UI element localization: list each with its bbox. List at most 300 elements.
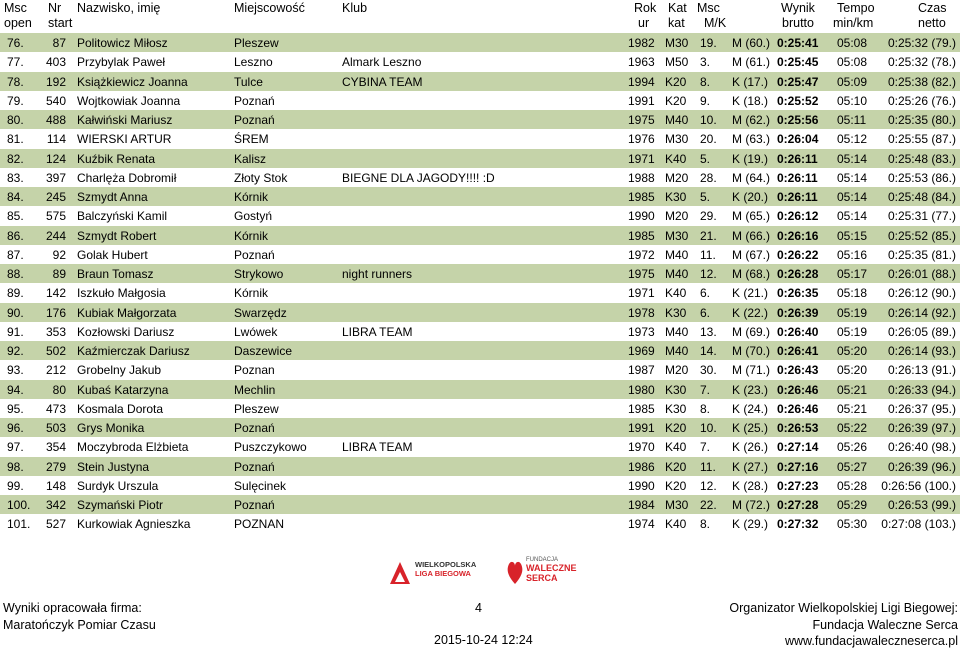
cell-nr: 244 <box>45 228 66 243</box>
cell-pace: 05:22 <box>837 421 868 435</box>
waleczne-serca-logo <box>506 554 577 590</box>
cell-nr: 124 <box>45 151 66 166</box>
cell-town: Daszewice <box>234 344 293 358</box>
cell-nr: 245 <box>45 190 66 204</box>
footer-right-line1: Organizator Wielkopolskiej Ligi Biegowej: <box>729 601 958 615</box>
table-row <box>0 476 960 495</box>
cell-catpos: 20. <box>700 132 717 147</box>
cell-brutto: 0:25:45 <box>777 55 819 70</box>
page-number: 4 <box>475 601 482 615</box>
cell-year: 1971 <box>628 151 655 166</box>
cell-pace: 05:11 <box>837 113 867 127</box>
cell-town: Poznań <box>234 459 275 474</box>
cell-net: 0:26:39 (96.) <box>887 459 956 474</box>
cell-name: Szmydt Robert <box>77 228 157 243</box>
cell-net: 0:25:52 (85.) <box>887 228 956 243</box>
cell-year: 1985 <box>628 228 655 243</box>
cell-town: Kórnik <box>234 228 269 243</box>
cell-club: LIBRA TEAM <box>342 440 413 455</box>
cell-town: Poznan <box>234 363 275 378</box>
cell-mk: M (70.) <box>732 344 771 358</box>
table-row <box>0 341 960 360</box>
cell-catpos: 14. <box>700 344 717 358</box>
cell-cat: M30 <box>665 228 689 243</box>
cell-year: 1974 <box>628 517 655 532</box>
cell-town: ŚREM <box>234 132 269 147</box>
cell-cat: M30 <box>665 36 689 50</box>
cell-pace: 05:12 <box>837 132 868 147</box>
cell-club: night runners <box>342 267 413 281</box>
table-row <box>0 149 960 168</box>
cell-year: 1976 <box>628 132 655 147</box>
cell-catpos: 7. <box>700 440 711 455</box>
cell-pos: 78. <box>7 74 24 89</box>
cell-year: 1985 <box>628 190 655 204</box>
table-row <box>0 495 960 514</box>
cell-catpos: 30. <box>700 363 717 378</box>
col-club: Klub <box>342 1 368 15</box>
results-table <box>0 33 960 534</box>
cell-catpos: 5. <box>700 151 711 166</box>
cell-name: Moczybroda Elżbieta <box>77 440 189 455</box>
col-pace: Tempo min/km <box>833 1 875 30</box>
cell-net: 0:25:48 (84.) <box>887 190 956 204</box>
cell-town: Gostyń <box>234 209 273 224</box>
cell-town: Kalisz <box>234 151 267 166</box>
cell-nr: 87 <box>52 36 66 50</box>
cell-year: 1978 <box>628 305 655 320</box>
cell-pos: 97. <box>7 440 24 455</box>
footer-left-line2: Maratończyk Pomiar Czasu <box>3 618 156 632</box>
cell-town: Leszno <box>234 55 273 70</box>
cell-pace: 05:14 <box>837 151 868 166</box>
cell-name: Wojtkowiak Joanna <box>77 93 181 108</box>
cell-town: Kórnik <box>234 190 269 204</box>
cell-year: 1986 <box>628 459 655 474</box>
cell-club: LIBRA TEAM <box>342 324 413 339</box>
cell-name: Kubiak Małgorzata <box>77 305 177 320</box>
cell-catpos: 7. <box>700 382 711 397</box>
cell-name: Stein Justyna <box>77 459 150 474</box>
cell-cat: K20 <box>665 478 687 493</box>
cell-mk: M (63.) <box>732 132 771 147</box>
col-town: Miejscowość <box>234 1 305 15</box>
cell-pace: 05:28 <box>837 478 868 493</box>
cell-name: Surdyk Urszula <box>77 478 159 493</box>
cell-cat: M20 <box>665 363 689 378</box>
cell-name: Grys Monika <box>77 421 145 435</box>
cell-nr: 354 <box>45 440 66 455</box>
cell-year: 1973 <box>628 324 655 339</box>
cell-name: Szmydt Anna <box>77 190 148 204</box>
cell-pos: 77. <box>7 55 24 70</box>
cell-mk: K (20.) <box>732 190 769 204</box>
cell-mk: K (22.) <box>732 305 769 320</box>
col-cat: Kat kat <box>668 1 687 30</box>
cell-net: 0:25:35 (80.) <box>887 113 956 127</box>
cell-brutto: 0:27:14 <box>777 440 819 455</box>
table-row <box>0 52 960 71</box>
cell-year: 1991 <box>628 93 655 108</box>
cell-brutto: 0:26:41 <box>777 344 819 358</box>
cell-net: 0:26:40 (98.) <box>887 440 956 455</box>
cell-name: Golak Hubert <box>77 247 148 262</box>
cell-town: Pleszew <box>234 401 279 416</box>
cell-nr: 212 <box>45 363 66 378</box>
runner-icon <box>387 558 413 588</box>
cell-brutto: 0:25:56 <box>777 113 819 127</box>
table-row <box>0 187 960 206</box>
cell-nr: 540 <box>45 93 66 108</box>
table-row <box>0 457 960 476</box>
cell-pace: 05:14 <box>837 170 868 185</box>
cell-cat: K30 <box>665 305 687 320</box>
cell-catpos: 13. <box>700 324 717 339</box>
cell-club: CYBINA TEAM <box>342 74 423 89</box>
cell-cat: M30 <box>665 132 689 147</box>
cell-catpos: 10. <box>700 421 717 435</box>
cell-mk: M (68.) <box>732 267 771 281</box>
table-row <box>0 264 960 283</box>
cell-pos: 101. <box>7 517 31 532</box>
col-nr-start: Nr start <box>48 1 73 30</box>
cell-nr: 403 <box>45 55 66 70</box>
cell-pos: 98. <box>7 459 24 474</box>
cell-town: Tulce <box>234 74 263 89</box>
cell-brutto: 0:26:11 <box>777 170 818 185</box>
cell-year: 1975 <box>628 267 655 281</box>
cell-net: 0:26:14 (93.) <box>887 344 956 358</box>
cell-mk: K (23.) <box>732 382 769 397</box>
cell-brutto: 0:25:47 <box>777 74 819 89</box>
cell-year: 1990 <box>628 209 655 224</box>
cell-catpos: 9. <box>700 93 711 108</box>
cell-pos: 92. <box>7 344 24 358</box>
cell-catpos: 12. <box>700 267 717 281</box>
cell-town: Lwówek <box>234 324 278 339</box>
cell-pos: 95. <box>7 401 24 416</box>
cell-cat: M20 <box>665 170 689 185</box>
cell-pos: 83. <box>7 170 24 185</box>
table-row <box>0 129 960 148</box>
table-row <box>0 283 960 302</box>
cell-year: 1975 <box>628 113 655 127</box>
cell-cat: K40 <box>665 286 687 301</box>
cell-cat: M40 <box>665 324 689 339</box>
cell-name: Przybylak Paweł <box>77 55 166 70</box>
cell-cat: K20 <box>665 459 687 474</box>
cell-pace: 05:29 <box>837 498 868 512</box>
table-row <box>0 33 960 52</box>
cell-brutto: 0:27:16 <box>777 459 819 474</box>
cell-cat: K40 <box>665 517 687 532</box>
cell-year: 1994 <box>628 74 655 89</box>
cell-brutto: 0:26:46 <box>777 401 819 416</box>
cell-town: POZNAN <box>234 517 285 532</box>
cell-town: Sulęcinek <box>234 478 287 493</box>
cell-nr: 176 <box>45 305 66 320</box>
cell-pos: 81. <box>7 132 24 147</box>
cell-pace: 05:10 <box>837 93 868 108</box>
cell-year: 1980 <box>628 382 655 397</box>
cell-nr: 148 <box>45 478 66 493</box>
cell-cat: K20 <box>665 421 687 435</box>
cell-net: 0:26:37 (95.) <box>887 401 956 416</box>
cell-brutto: 0:26:43 <box>777 363 819 378</box>
cell-brutto: 0:26:28 <box>777 267 819 281</box>
cell-pos: 85. <box>7 209 24 224</box>
cell-pace: 05:09 <box>837 74 868 89</box>
cell-pace: 05:18 <box>837 286 868 301</box>
cell-brutto: 0:26:40 <box>777 324 819 339</box>
cell-name: Charlęża Dobromił <box>77 170 177 185</box>
table-row <box>0 303 960 322</box>
cell-pos: 86. <box>7 228 24 243</box>
footer-right-line2: Fundacja Waleczne Serca <box>812 618 958 632</box>
cell-catpos: 11. <box>700 459 716 474</box>
cell-pace: 05:20 <box>837 344 868 358</box>
cell-catpos: 29. <box>700 209 717 224</box>
liga-text: WIELKOPOLSKA LIGA BIEGOWA <box>415 560 477 578</box>
cell-pace: 05:27 <box>837 459 868 474</box>
cell-year: 1984 <box>628 498 655 512</box>
cell-brutto: 0:26:16 <box>777 228 819 243</box>
cell-net: 0:26:53 (99.) <box>887 498 956 512</box>
cell-year: 1985 <box>628 401 655 416</box>
cell-pos: 100. <box>7 498 31 512</box>
cell-nr: 142 <box>45 286 66 301</box>
cell-pace: 05:26 <box>837 440 868 455</box>
cell-nr: 89 <box>52 267 66 281</box>
heart-icon <box>506 556 524 586</box>
cell-pos: 82. <box>7 151 24 166</box>
cell-town: Kórnik <box>234 286 269 301</box>
cell-catpos: 12. <box>700 478 717 493</box>
cell-brutto: 0:26:46 <box>777 382 819 397</box>
cell-pos: 80. <box>7 113 24 127</box>
footer-left-line1: Wyniki opracowała firma: <box>3 601 142 615</box>
table-row <box>0 110 960 129</box>
fundacja-text: FUNDACJA WALECZNE SERCA <box>526 557 577 583</box>
table-row <box>0 72 960 91</box>
cell-nr: 502 <box>45 344 66 358</box>
cell-catpos: 6. <box>700 305 711 320</box>
cell-year: 1972 <box>628 247 655 262</box>
cell-name: Braun Tomasz <box>77 267 154 281</box>
table-row <box>0 226 960 245</box>
cell-year: 1987 <box>628 363 655 378</box>
cell-nr: 279 <box>45 459 66 474</box>
cell-catpos: 8. <box>700 74 711 89</box>
cell-pace: 05:19 <box>837 324 868 339</box>
cell-catpos: 6. <box>700 286 711 301</box>
cell-town: Poznań <box>234 93 275 108</box>
cell-nr: 575 <box>45 209 66 224</box>
liga-biegowa-logo <box>387 556 492 590</box>
cell-name: WIERSKI ARTUR <box>77 132 172 147</box>
cell-town: Poznań <box>234 247 275 262</box>
cell-cat: M30 <box>665 498 689 512</box>
cell-mk: K (19.) <box>732 151 769 166</box>
cell-net: 0:25:48 (83.) <box>887 151 956 166</box>
table-header <box>0 0 960 32</box>
cell-net: 0:26:05 (89.) <box>887 324 956 339</box>
cell-mk: M (64.) <box>732 170 771 185</box>
cell-brutto: 0:27:32 <box>777 517 819 532</box>
cell-mk: K (17.) <box>732 74 769 89</box>
table-row <box>0 437 960 456</box>
cell-mk: M (71.) <box>732 363 771 378</box>
table-row <box>0 514 960 533</box>
cell-pos: 90. <box>7 305 24 320</box>
cell-cat: K20 <box>665 74 687 89</box>
cell-town: Mechlin <box>234 382 276 397</box>
cell-nr: 114 <box>46 132 66 147</box>
col-name: Nazwisko, imię <box>77 1 161 15</box>
cell-net: 0:26:56 (100.) <box>881 478 956 493</box>
cell-mk: K (25.) <box>732 421 769 435</box>
cell-name: Politowicz Miłosz <box>77 36 168 50</box>
cell-town: Pleszew <box>234 36 279 50</box>
cell-net: 0:26:33 (94.) <box>887 382 956 397</box>
cell-nr: 80 <box>52 382 66 397</box>
cell-town: Poznań <box>234 498 275 512</box>
cell-year: 1971 <box>628 286 655 301</box>
cell-mk: M (69.) <box>732 324 771 339</box>
cell-pos: 91. <box>7 324 24 339</box>
cell-cat: M40 <box>665 113 689 127</box>
cell-name: Kaźmierczak Dariusz <box>77 344 190 358</box>
cell-year: 1991 <box>628 421 655 435</box>
cell-net: 0:26:39 (97.) <box>887 421 956 435</box>
cell-mk: K (21.) <box>732 286 769 301</box>
cell-net: 0:25:55 (87.) <box>887 132 956 147</box>
timestamp: 2015-10-24 12:24 <box>434 633 533 647</box>
cell-catpos: 5. <box>700 190 711 204</box>
cell-pace: 05:16 <box>837 247 868 262</box>
cell-catpos: 8. <box>700 401 711 416</box>
cell-catpos: 22. <box>700 498 717 512</box>
cell-mk: M (67.) <box>732 247 771 262</box>
cell-year: 1988 <box>628 170 655 185</box>
cell-mk: M (72.) <box>732 498 771 512</box>
col-msc-open: Msc open <box>4 1 32 30</box>
cell-pos: 89. <box>7 286 24 301</box>
cell-cat: K30 <box>665 382 687 397</box>
cell-net: 0:25:32 (78.) <box>887 55 956 70</box>
cell-catpos: 28. <box>700 170 717 185</box>
cell-net: 0:25:31 (77.) <box>887 209 956 224</box>
cell-name: Książkiewicz Joanna <box>77 74 188 89</box>
cell-brutto: 0:26:11 <box>777 151 818 166</box>
cell-pace: 05:15 <box>837 228 868 243</box>
cell-mk: K (24.) <box>732 401 769 416</box>
cell-nr: 353 <box>45 324 66 339</box>
cell-net: 0:25:26 (76.) <box>887 93 956 108</box>
cell-cat: M40 <box>665 247 689 262</box>
cell-brutto: 0:26:35 <box>777 286 819 301</box>
cell-mk: M (60.) <box>732 36 771 50</box>
cell-net: 0:26:14 (92.) <box>887 305 956 320</box>
cell-name: Kuźbik Renata <box>77 151 156 166</box>
cell-brutto: 0:27:28 <box>777 498 819 512</box>
col-result: Wynik brutto <box>781 1 815 30</box>
cell-net: 0:26:01 (88.) <box>887 267 956 281</box>
cell-cat: K30 <box>665 190 687 204</box>
cell-net: 0:25:38 (82.) <box>887 74 956 89</box>
col-msc-mk: Msc M/K <box>697 1 727 30</box>
cell-mk: M (66.) <box>732 228 771 243</box>
cell-year: 1963 <box>628 55 655 70</box>
table-row <box>0 380 960 399</box>
cell-pace: 05:19 <box>837 305 868 320</box>
cell-mk: M (62.) <box>732 113 771 127</box>
cell-name: Kozłowski Dariusz <box>77 324 175 339</box>
cell-net: 0:26:12 (90.) <box>887 286 956 301</box>
cell-nr: 527 <box>45 517 66 532</box>
sponsor-logos <box>0 550 960 590</box>
cell-club: BIEGNE DLA JAGODY!!!! :D <box>342 170 495 185</box>
cell-pace: 05:20 <box>837 363 868 378</box>
table-row <box>0 418 960 437</box>
cell-name: Kubaś Katarzyna <box>77 382 169 397</box>
cell-club: Almark Leszno <box>342 55 422 70</box>
cell-brutto: 0:26:53 <box>777 421 819 435</box>
table-row <box>0 206 960 225</box>
cell-nr: 342 <box>45 498 66 512</box>
table-row <box>0 360 960 379</box>
cell-cat: M40 <box>665 344 689 358</box>
cell-pos: 87. <box>7 247 24 262</box>
cell-pace: 05:17 <box>837 267 868 281</box>
cell-catpos: 8. <box>700 517 711 532</box>
cell-pace: 05:14 <box>837 209 868 224</box>
cell-town: Swarzędz <box>234 305 287 320</box>
cell-year: 1969 <box>628 344 655 358</box>
cell-pos: 94. <box>7 382 24 397</box>
cell-brutto: 0:27:23 <box>777 478 819 493</box>
cell-nr: 92 <box>52 247 66 262</box>
col-net: Czas netto <box>918 1 947 30</box>
cell-year: 1982 <box>628 36 655 50</box>
cell-brutto: 0:25:41 <box>777 36 819 50</box>
cell-name: Kosmala Dorota <box>77 401 164 416</box>
cell-pos: 76. <box>7 36 24 50</box>
cell-name: Balczyński Kamil <box>77 209 168 224</box>
cell-cat: M50 <box>665 55 689 70</box>
cell-cat: K30 <box>665 401 687 416</box>
cell-net: 0:27:08 (103.) <box>881 517 956 532</box>
cell-cat: K40 <box>665 440 687 455</box>
cell-mk: M (61.) <box>732 55 771 70</box>
cell-name: Iszkuło Małgosia <box>77 286 166 301</box>
cell-brutto: 0:26:39 <box>777 305 819 320</box>
cell-town: Strykowo <box>234 267 284 281</box>
cell-catpos: 11. <box>700 247 716 262</box>
cell-town: Puszczykowo <box>234 440 307 455</box>
cell-name: Kałwiński Mariusz <box>77 113 173 127</box>
cell-pace: 05:30 <box>837 517 868 532</box>
cell-town: Poznań <box>234 113 275 127</box>
cell-catpos: 10. <box>700 113 717 127</box>
cell-name: Kurkowiak Agnieszka <box>77 517 191 532</box>
cell-pace: 05:21 <box>837 382 868 397</box>
cell-year: 1970 <box>628 440 655 455</box>
cell-brutto: 0:25:52 <box>777 93 819 108</box>
cell-cat: K20 <box>665 93 687 108</box>
col-year: Rok ur <box>634 1 657 30</box>
table-row <box>0 245 960 264</box>
